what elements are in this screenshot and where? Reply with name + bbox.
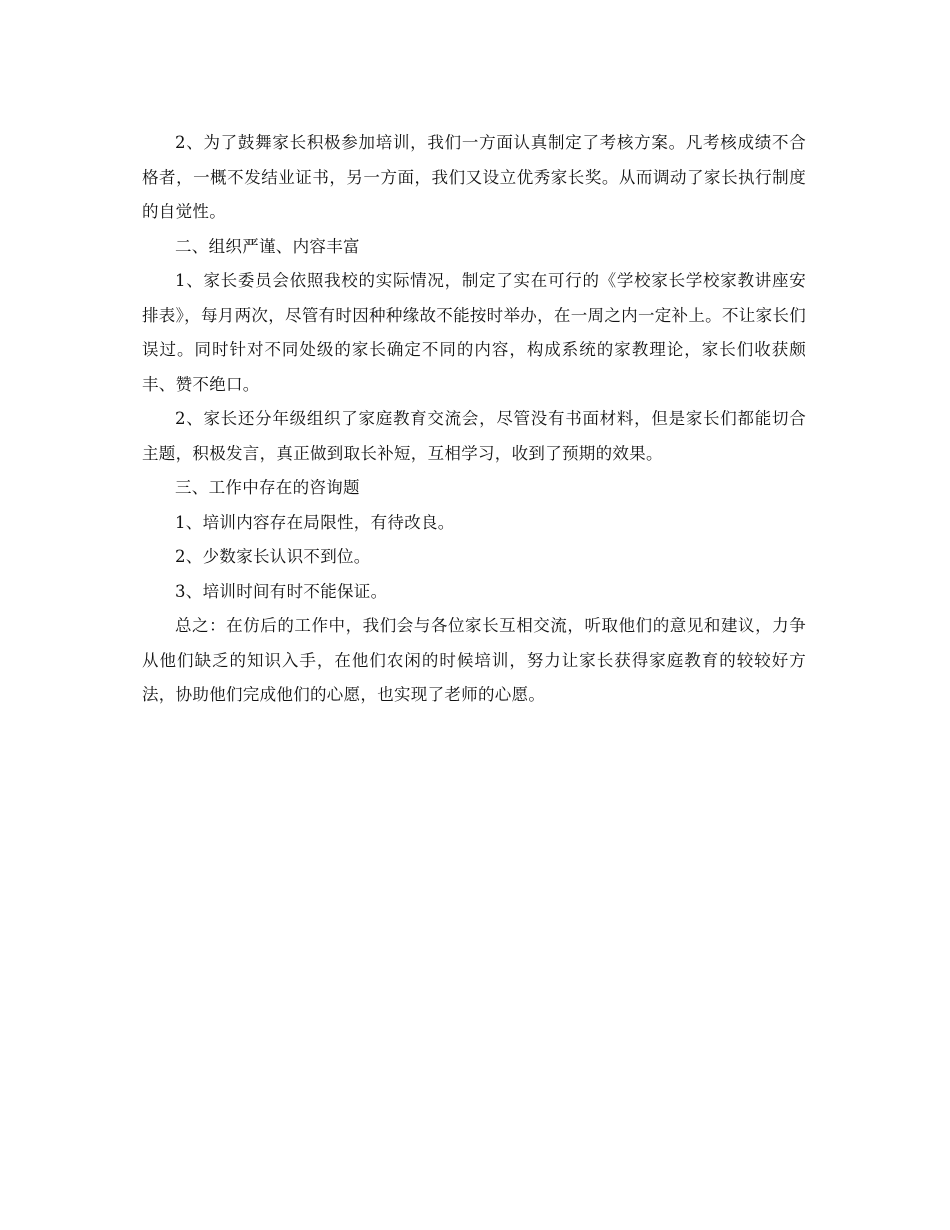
- paragraph-exchange-meeting: 2、家长还分年级组织了家庭教育交流会，尽管没有书面材料，但是家长们都能切合主题，积极发言，真正做到取长补短，互相学习，收到了预期的效果。: [142, 409, 806, 463]
- problem-item-3: 3、培训时间有时不能保证。: [175, 581, 388, 601]
- paragraph-incentive: 2、为了鼓舞家长积极参加培训，我们一方面认真制定了考核方案。凡考核成绩不合格者，一概不发结业证书，另一方面，我们又设立优秀家长奖。从而调动了家长执行制度的自觉性。: [142, 133, 806, 221]
- document-body: [142, 126, 806, 713]
- section-heading-problems: 三、工作中存在的咨询题: [175, 478, 360, 497]
- section-heading-organization: 二、组织严谨、内容丰富: [175, 236, 360, 256]
- problem-item-2: 2、少数家长认识不到位。: [175, 547, 371, 566]
- paragraph-conclusion: 总之：在仿后的工作中，我们会与各位家长互相交流，听取他们的意见和建议，力争从他们缺乏的知识入手，在他们农闲的时候培训，努力让家长获得家庭教育的较较好方法，协助他们完成他们的心愿，也实现了老师的心愿。: [142, 616, 806, 704]
- problem-item-1: 1、培训内容存在局限性，有待改良。: [175, 512, 455, 532]
- paragraph-lecture-schedule: 1、家长委员会依照我校的实际情况，制定了实在可行的《学校家长学校家教讲座安排表》，每月两次，尽管有时因种种缘故不能按时举办，在一周之内一定补上。不让家长们误过。同时针对不同处级的家长确定不同的内容，构成系统的家教理论，家长们收获颇丰、赞不绝口。: [142, 271, 806, 394]
